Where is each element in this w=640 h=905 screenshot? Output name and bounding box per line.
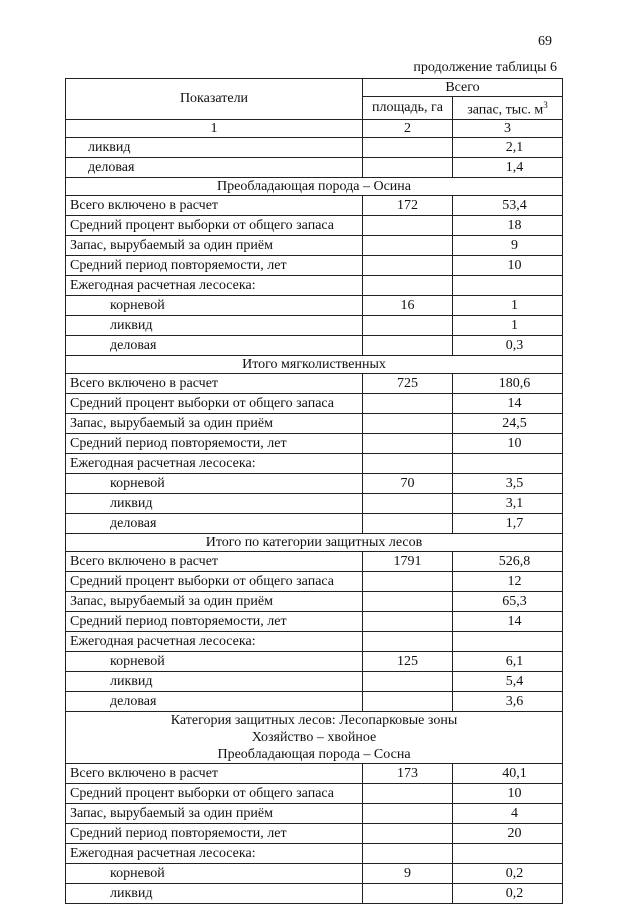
header-col-number: 1	[66, 119, 363, 137]
area-cell: 125	[363, 651, 453, 671]
table-row	[66, 513, 563, 533]
area-cell	[363, 803, 453, 823]
stock-cell: 14	[453, 393, 563, 413]
row-label: ликвид	[66, 137, 363, 157]
section-heading: Преобладающая порода – Сосна	[217, 746, 411, 762]
stock-cell: 526,8	[453, 551, 563, 571]
area-cell: 172	[363, 195, 453, 215]
table-row	[66, 215, 563, 235]
table-row	[66, 235, 563, 255]
section-heading: Итого по категории защитных лесов	[66, 533, 563, 551]
row-label: деловая	[66, 157, 363, 177]
area-cell	[363, 611, 453, 631]
table-row	[66, 413, 563, 433]
row-label: Всего включено в расчет	[66, 195, 363, 215]
stock-cell: 10	[453, 255, 563, 275]
table-row	[66, 631, 563, 651]
stock-cell: 0,3	[453, 335, 563, 355]
section-heading: Итого мягколиственных	[66, 355, 563, 373]
stock-cell: 53,4	[453, 195, 563, 215]
table-row	[66, 883, 563, 903]
table-row	[66, 691, 563, 711]
row-label: деловая	[66, 335, 363, 355]
area-cell	[363, 493, 453, 513]
area-cell	[363, 883, 453, 903]
area-cell	[363, 783, 453, 803]
area-cell	[363, 843, 453, 863]
table-continuation-caption: продолжение таблицы 6	[413, 60, 557, 75]
stock-cell: 24,5	[453, 413, 563, 433]
row-label: Запас, вырубаемый за один приём	[66, 591, 363, 611]
stock-cell: 18	[453, 215, 563, 235]
stock-cell: 12	[453, 571, 563, 591]
section-heading: Категория защитных лесов: Лесопарковые зоны	[170, 712, 458, 728]
table-row	[66, 571, 563, 591]
table-row	[66, 843, 563, 863]
table-row	[66, 255, 563, 275]
row-label: Ежегодная расчетная лесосека:	[66, 275, 363, 295]
area-cell	[363, 591, 453, 611]
section-row	[66, 177, 563, 195]
table-row	[66, 335, 563, 355]
row-label: Средний период повторяемости, лет	[66, 611, 363, 631]
stock-cell: 6,1	[453, 651, 563, 671]
area-cell	[363, 157, 453, 177]
table-row	[66, 671, 563, 691]
row-label: Ежегодная расчетная лесосека:	[66, 453, 363, 473]
area-cell	[363, 513, 453, 533]
row-label: Всего включено в расчет	[66, 763, 363, 783]
area-cell: 1791	[363, 551, 453, 571]
area-cell: 9	[363, 863, 453, 883]
data-table	[65, 78, 563, 904]
row-label: Средний период повторяемости, лет	[66, 433, 363, 453]
header-stock-superscript: 3	[543, 100, 548, 110]
table-row	[66, 651, 563, 671]
stock-cell: 4	[453, 803, 563, 823]
row-label: деловая	[66, 691, 363, 711]
section-heading-block	[66, 711, 563, 763]
header-stock: запас, тыс. $м^3$	[453, 97, 563, 120]
area-cell	[363, 413, 453, 433]
table-row	[66, 157, 563, 177]
area-cell	[363, 671, 453, 691]
page-number: 69	[538, 34, 552, 49]
row-label: корневой	[66, 295, 363, 315]
area-cell	[363, 691, 453, 711]
stock-cell: 5,4	[453, 671, 563, 691]
table-row	[66, 373, 563, 393]
section-heading: Хозяйство – хвойное	[251, 729, 377, 745]
section-row	[66, 533, 563, 551]
table-row	[66, 591, 563, 611]
stock-cell: 0,2	[453, 863, 563, 883]
row-label: корневой	[66, 863, 363, 883]
table-row	[66, 195, 563, 215]
table-row	[66, 315, 563, 335]
stock-cell: 3,1	[453, 493, 563, 513]
table-row	[66, 763, 563, 783]
row-label: ликвид	[66, 315, 363, 335]
area-cell	[363, 315, 453, 335]
row-label: ликвид	[66, 671, 363, 691]
table-row	[66, 433, 563, 453]
row-label: Всего включено в расчет	[66, 373, 363, 393]
stock-cell: 20	[453, 823, 563, 843]
table-row	[66, 453, 563, 473]
row-label: Средний процент выборки от общего запаса	[66, 215, 363, 235]
area-cell	[363, 631, 453, 651]
header-col-number: 2	[363, 119, 453, 137]
row-label: Средний процент выборки от общего запаса	[66, 393, 363, 413]
area-cell: 173	[363, 763, 453, 783]
area-cell	[363, 275, 453, 295]
table-row	[66, 295, 563, 315]
stock-cell: 1	[453, 315, 563, 335]
row-label: Средний процент выборки от общего запаса	[66, 571, 363, 591]
stock-cell: 3,6	[453, 691, 563, 711]
stock-cell: 65,3	[453, 591, 563, 611]
row-label: корневой	[66, 473, 363, 493]
area-cell	[363, 335, 453, 355]
area-cell	[363, 215, 453, 235]
section-row	[66, 711, 563, 763]
table-row	[66, 611, 563, 631]
table-row	[66, 551, 563, 571]
area-cell	[363, 255, 453, 275]
header-total: Всего	[363, 79, 563, 97]
section-row	[66, 355, 563, 373]
stock-cell: 40,1	[453, 763, 563, 783]
row-label: ликвид	[66, 493, 363, 513]
row-label: Ежегодная расчетная лесосека:	[66, 843, 363, 863]
table-row	[66, 275, 563, 295]
row-label: Средний период повторяемости, лет	[66, 255, 363, 275]
area-cell	[363, 433, 453, 453]
stock-cell: 1	[453, 295, 563, 315]
header-indicators: Показатели	[66, 79, 363, 120]
table-row	[66, 493, 563, 513]
row-label: корневой	[66, 651, 363, 671]
row-label: Запас, вырубаемый за один приём	[66, 235, 363, 255]
stock-cell	[453, 843, 563, 863]
stock-cell	[453, 631, 563, 651]
area-cell	[363, 137, 453, 157]
row-label: Средний процент выборки от общего запаса	[66, 783, 363, 803]
area-cell: 70	[363, 473, 453, 493]
stock-cell: 14	[453, 611, 563, 631]
stock-cell	[453, 275, 563, 295]
row-label: ликвид	[66, 883, 363, 903]
table-row	[66, 803, 563, 823]
stock-cell	[453, 453, 563, 473]
stock-cell: 1,4	[453, 157, 563, 177]
row-label: Запас, вырубаемый за один приём	[66, 803, 363, 823]
table-row	[66, 823, 563, 843]
area-cell: 16	[363, 295, 453, 315]
stock-cell: 2,1	[453, 137, 563, 157]
row-label: деловая	[66, 513, 363, 533]
stock-cell: 10	[453, 433, 563, 453]
stock-cell: 10	[453, 783, 563, 803]
area-cell	[363, 453, 453, 473]
stock-cell: 1,7	[453, 513, 563, 533]
row-label: Средний период повторяемости, лет	[66, 823, 363, 843]
stock-cell: 3,5	[453, 473, 563, 493]
row-label: Всего включено в расчет	[66, 551, 363, 571]
area-cell: 725	[363, 373, 453, 393]
stock-cell: 9	[453, 235, 563, 255]
header-area: площадь, га	[363, 97, 453, 120]
stock-cell: 0,2	[453, 883, 563, 903]
table-row	[66, 473, 563, 493]
table-row	[66, 137, 563, 157]
area-cell	[363, 571, 453, 591]
row-label: Запас, вырубаемый за один приём	[66, 413, 363, 433]
area-cell	[363, 393, 453, 413]
table-row	[66, 393, 563, 413]
table-body	[66, 137, 563, 903]
table-row	[66, 783, 563, 803]
area-cell	[363, 823, 453, 843]
row-label: Ежегодная расчетная лесосека:	[66, 631, 363, 651]
header-col-number: 3	[453, 119, 563, 137]
table-row	[66, 863, 563, 883]
area-cell	[363, 235, 453, 255]
stock-cell: 180,6	[453, 373, 563, 393]
section-heading: Преобладающая порода – Осина	[66, 177, 563, 195]
